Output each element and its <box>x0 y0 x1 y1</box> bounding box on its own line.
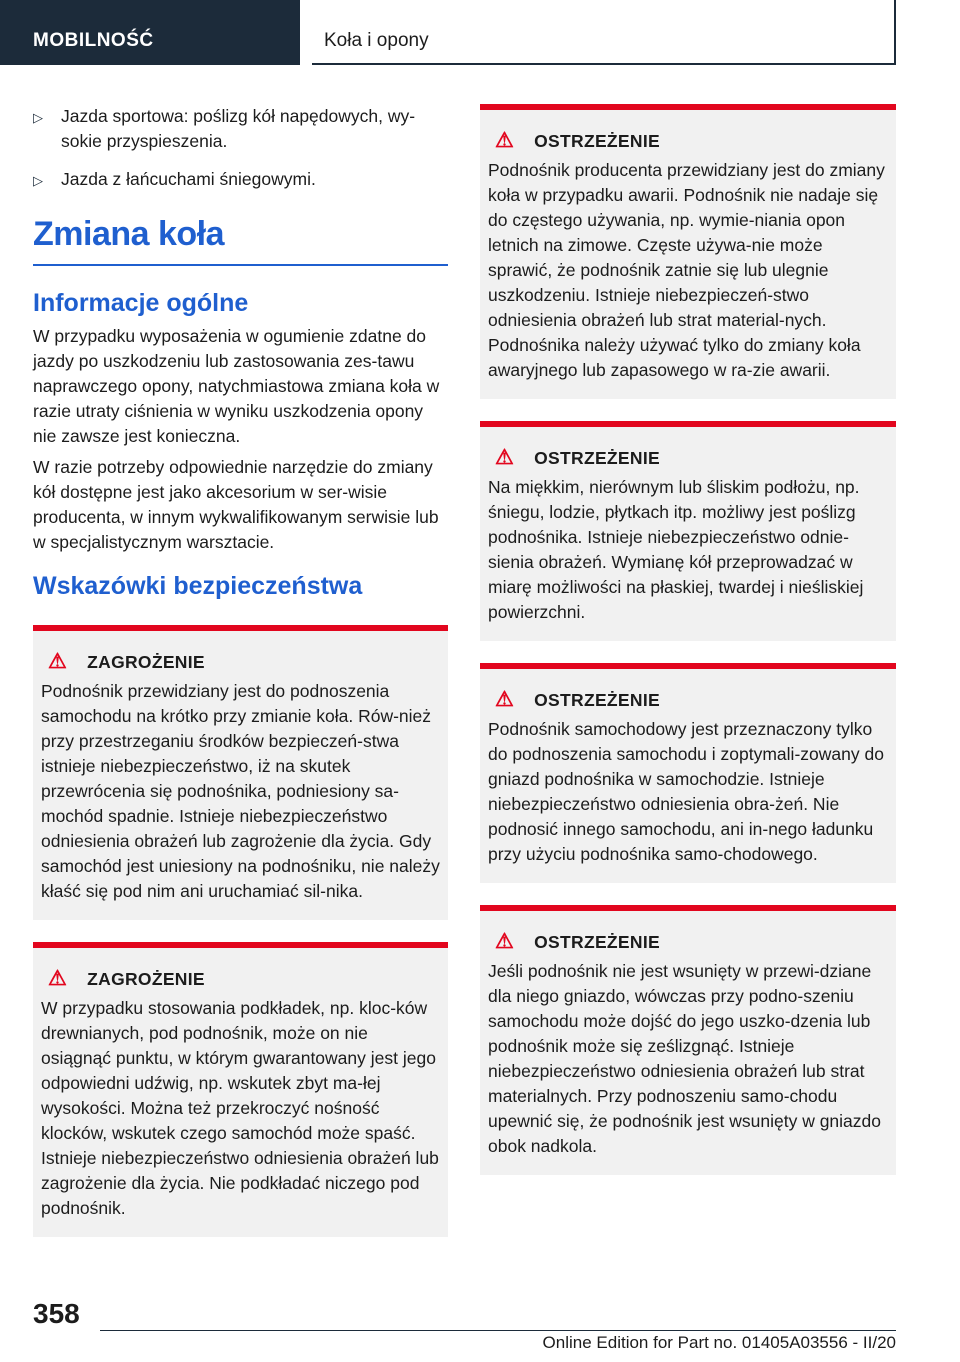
section-title: MOBILNOŚĆ <box>33 30 154 51</box>
warning-heading <box>488 447 888 469</box>
warning-triangle-icon: ⚠ <box>495 688 515 711</box>
danger-heading-label: ZAGROŻENIE <box>87 968 205 989</box>
warning-box <box>480 663 896 883</box>
danger-heading <box>41 651 440 673</box>
warning-box <box>480 421 896 641</box>
page-title: Zmiana koła <box>33 214 448 266</box>
triangle-right-icon: ▷ <box>33 110 43 125</box>
warning-heading <box>488 931 888 953</box>
danger-heading-label: ZAGROŻENIE <box>87 651 205 672</box>
section-heading-general: Informacje ogólne <box>33 289 249 317</box>
list-item <box>33 104 448 154</box>
chapter-title: Koła i opony <box>324 30 429 51</box>
section-tab <box>0 0 300 65</box>
footer-divider <box>100 1330 896 1331</box>
warning-text: Jeśli podnośnik nie jest wsunięty w przewi-dziane dla niego gniazdo, wówczas przy podno-szeniu samochodu może dojść do jego uszko-dzenia lub podnośnik może się ześlizgnąć. Istnieje niebezpieczeństwo odniesienia obrażeń lub strat materialnych. Przy podnoszeniu samo-chodu upewnić się, że podnośnik jest wsunięty w gniazdo obok nadkola. <box>488 961 881 1156</box>
triangle-right-icon: ▷ <box>33 173 43 188</box>
warning-triangle-icon: ⚠ <box>495 129 515 152</box>
danger-box <box>33 942 448 1237</box>
warning-triangle-icon: ⚠ <box>495 446 515 469</box>
danger-box <box>33 625 448 920</box>
warning-box <box>480 104 896 399</box>
warning-triangle-icon: ⚠ <box>495 930 515 953</box>
right-column <box>480 104 896 1175</box>
warning-text: Na miękkim, nierównym lub śliskim podłożu, np. śniegu, lodzie, płytkach itp. możliwy jest poślizg podnośnika. Istnieje niebezpieczeństwo odnie-sienia obrażeń. Wymianę kół przeprowadzać w miarę możliwości na płaskiej, twardej i nieśliskiej powierzchni. <box>488 477 864 622</box>
danger-heading <box>41 968 440 990</box>
warning-text: Podnośnik samochodowy jest przeznaczony tylko do podnoszenia samochodu i zoptymali-zowany do gniazd podnośnika w samochodzie. Istnieje niebezpieczeństwo odniesienia obra-żeń. Nie podnosić innego samochodu, ani in-nego ładunku przy użyciu podnośnika samo-chodowego. <box>488 719 884 864</box>
list-item-text: Jazda sportowa: poślizg kół napędowych, wy-sokie przyspieszenia. <box>61 106 416 151</box>
list-item-text: Jazda z łańcuchami śniegowymi. <box>61 169 316 189</box>
warning-heading <box>488 689 888 711</box>
warning-heading-label: OSTRZEŻENIE <box>534 689 660 710</box>
danger-text: Podnośnik przewidziany jest do podnoszenia samochodu na krótko przy zmianie koła. Rów-nież przy przestrzeganiu środków bezpieczeń-stwa istnieje niebezpieczeństwo, iż na skutek przewrócenia się podnośnika, podniesiony sa-mochód spadnie. Istnieje niebezpieczeństwo odniesienia obrażeń lub zagrożenie dla życia. Gdy samochód jest uniesiony na podnośniku, nie należy kłaść się pod nim ani uruchamiać sil-nika. <box>41 681 440 901</box>
page-number: 358 <box>33 1298 80 1329</box>
paragraph: W przypadku wyposażenia w ogumienie zdatne do jazdy po uszkodzeniu lub zastosowania zes-tawu naprawczego opony, natychmiastowa zmiana koła w razie utraty ciśnienia w wyniku uszkodzenia opony nie zawsze jest konieczna. <box>33 326 440 446</box>
warning-triangle-icon: ⚠ <box>48 967 68 990</box>
warning-heading-label: OSTRZEŻENIE <box>534 130 660 151</box>
warning-box <box>480 905 896 1175</box>
edition-link[interactable]: Online Edition for Part no. 01405A03556 - II/20 <box>542 1333 896 1352</box>
section-heading-safety: Wskazówki bezpieczeństwa <box>33 572 363 600</box>
warning-text: Podnośnik producenta przewidziany jest do zmiany koła w przypadku awarii. Podnośnik nie nadaje się do częstego używania, np. wymie-niania opon letnich na zimowe. Częste używa-nie może sprawić, że podnośnik zatnie się lub ulegnie uszkodzeniu. Istnieje niebezpieczeń-stwo odniesienia obrażeń lub strat material-nych. Podnośnika należy używać tylko do zmiany koła awaryjnego lub zapasowego w ra-zie awarii. <box>488 160 885 380</box>
warning-heading-label: OSTRZEŻENIE <box>534 447 660 468</box>
warning-triangle-icon: ⚠ <box>48 650 68 673</box>
list-item <box>33 167 448 192</box>
warning-heading <box>488 130 888 152</box>
paragraph: W razie potrzeby odpowiednie narzędzie do zmiany kół dostępne jest jako akcesorium w ser-wisie producenta, w innym wykwalifikowanym serwisie lub w specjalistycznym warsztacie. <box>33 457 439 552</box>
danger-text: W przypadku stosowania podkładek, np. kloc-ków drewnianych, pod podnośnik, może on nie osiągnąć punktu, w którym gwarantowany jest jego odpowiedni udźwig, np. wskutek zbyt ma-łej wysokości. Można też przekroczyć nośność klocków, wskutek czego samochód może spaść. Istnieje niebezpieczeństwo odniesienia obrażeń lub zagrożenie dla życia. Nie podkładać niczego pod podnośnik. <box>41 998 439 1218</box>
chapter-tab <box>312 0 896 65</box>
left-column <box>33 104 448 1237</box>
warning-heading-label: OSTRZEŻENIE <box>534 931 660 952</box>
